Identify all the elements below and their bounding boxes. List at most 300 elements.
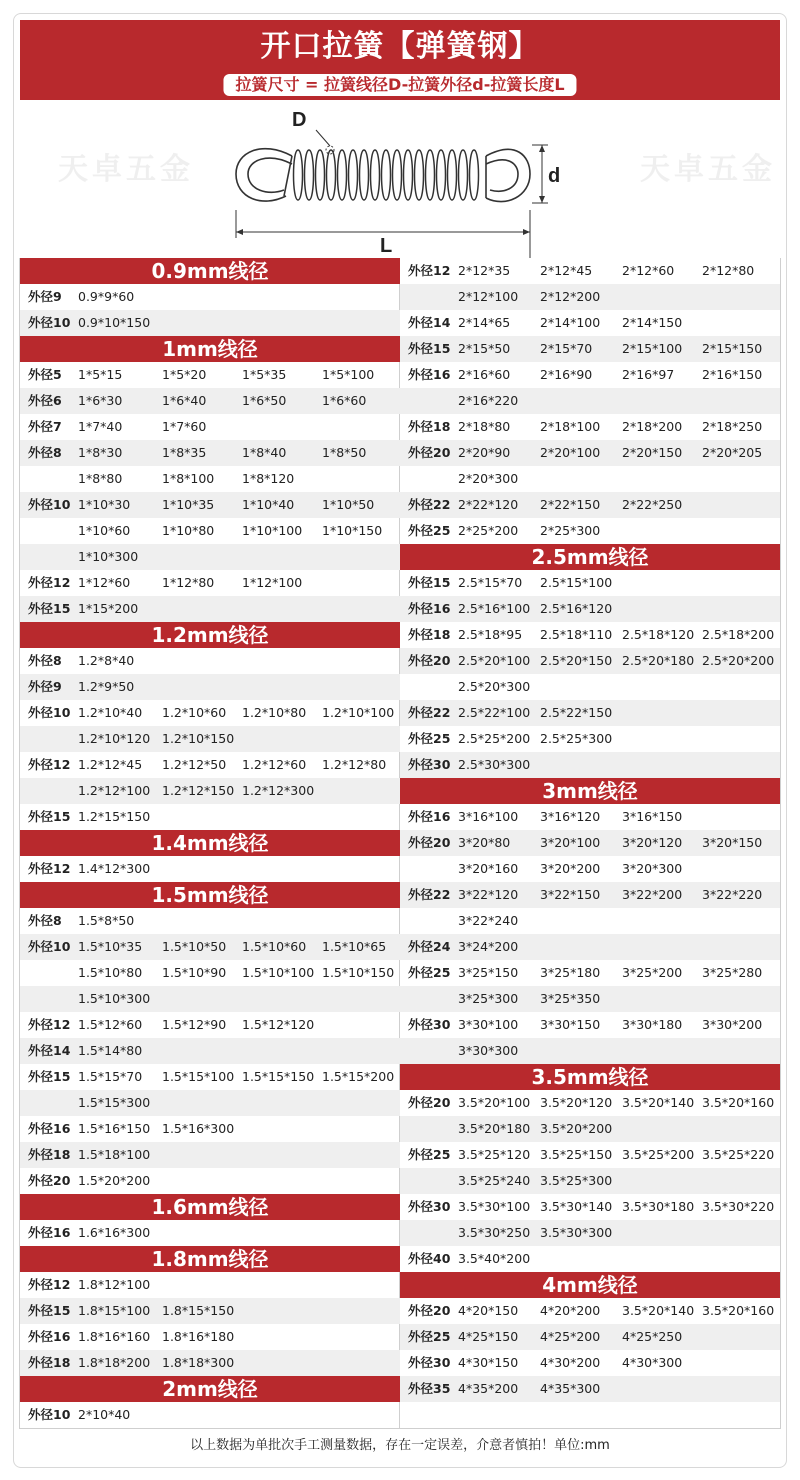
section-header: 4mm线径 — [400, 1272, 780, 1298]
outer-diameter-label: 外径30 — [408, 757, 451, 772]
table-row — [20, 1402, 400, 1428]
table-row — [20, 388, 400, 414]
spring-size-cell: 1.2*10*150 — [162, 731, 235, 746]
table-row — [400, 882, 780, 908]
table-row — [20, 440, 400, 466]
table-row — [400, 908, 780, 934]
outer-diameter-label: 外径15 — [408, 341, 451, 356]
spring-size-cell: 2*18*100 — [540, 419, 601, 434]
spring-size-cell: 2.5*18*110 — [540, 627, 613, 642]
spring-size-cell: 1.5*10*50 — [162, 939, 227, 954]
spring-size-cell: 1.2*12*150 — [162, 783, 235, 798]
spring-size-cell: 1.5*16*150 — [78, 1121, 151, 1136]
table-row — [20, 1168, 400, 1194]
outer-diameter-label: 外径12 — [28, 575, 71, 590]
spring-size-cell: 1*8*40 — [242, 445, 287, 460]
spring-size-cell: 3*20*80 — [458, 835, 511, 850]
table-row — [400, 986, 780, 1012]
spring-coil — [459, 150, 468, 200]
spring-size-cell: 1.5*10*300 — [78, 991, 151, 1006]
spring-size-cell: 2*18*80 — [458, 419, 511, 434]
table-row — [400, 1324, 780, 1350]
spring-size-cell: 0.9*9*60 — [78, 289, 135, 304]
spring-size-cell: 2.5*15*100 — [540, 575, 613, 590]
spring-size-cell: 3*20*200 — [540, 861, 601, 876]
spring-size-cell: 1.2*9*50 — [78, 679, 135, 694]
spring-size-cell: 1*8*50 — [322, 445, 367, 460]
spring-size-cell: 2*15*50 — [458, 341, 511, 356]
table-row — [400, 1298, 780, 1324]
spring-size-cell: 1.5*10*80 — [78, 965, 143, 980]
table-row — [20, 674, 400, 700]
spring-size-cell: 1.5*15*200 — [322, 1069, 395, 1084]
spring-size-cell: 1.5*14*80 — [78, 1043, 143, 1058]
outer-diameter-label: 外径14 — [28, 1043, 71, 1058]
spring-coil — [316, 150, 325, 200]
table-row — [400, 362, 780, 388]
spring-size-cell: 3.5*20*140 — [622, 1095, 695, 1110]
spring-size-cell: 3*25*180 — [540, 965, 601, 980]
outer-diameter-label: 外径9 — [28, 679, 62, 694]
spring-size-cell: 3.5*40*200 — [458, 1251, 531, 1266]
spec-table-right — [400, 258, 780, 1402]
table-row — [400, 752, 780, 778]
spring-size-cell: 1.5*10*90 — [162, 965, 227, 980]
outer-diameter-label: 外径10 — [28, 1407, 71, 1422]
section-header: 1.5mm线径 — [20, 882, 400, 908]
spring-size-cell: 2.5*18*200 — [702, 627, 775, 642]
section-header: 1.8mm线径 — [20, 1246, 400, 1272]
spring-size-cell: 1.2*10*120 — [78, 731, 151, 746]
table-row — [400, 804, 780, 830]
outer-diameter-label: 外径20 — [408, 445, 451, 460]
spring-size-cell: 1.5*10*65 — [322, 939, 387, 954]
spring-size-cell: 1*10*100 — [242, 523, 303, 538]
spring-size-cell: 3.5*20*140 — [622, 1303, 695, 1318]
spring-size-cell: 1.5*10*60 — [242, 939, 307, 954]
outer-diameter-label: 外径10 — [28, 315, 71, 330]
spring-size-cell: 1.5*15*300 — [78, 1095, 151, 1110]
spring-size-cell: 2*16*220 — [458, 393, 519, 408]
table-row — [20, 1064, 400, 1090]
table-row — [20, 752, 400, 778]
spring-size-cell: 1.2*8*40 — [78, 653, 135, 668]
spring-coil — [437, 150, 446, 200]
spring-size-cell: 3.5*30*180 — [622, 1199, 695, 1214]
section-header: 2mm线径 — [20, 1376, 400, 1402]
table-row — [20, 570, 400, 596]
table-row — [20, 804, 400, 830]
spring-size-cell: 1*5*35 — [242, 367, 287, 382]
spring-size-cell: 1.2*10*100 — [322, 705, 395, 720]
spring-size-cell: 3.5*25*240 — [458, 1173, 531, 1188]
outer-diameter-label: 外径30 — [408, 1199, 451, 1214]
spring-size-cell: 2*14*65 — [458, 315, 511, 330]
spring-size-cell: 3.5*25*220 — [702, 1147, 775, 1162]
table-row — [400, 492, 780, 518]
spring-size-cell: 2.5*20*100 — [458, 653, 531, 668]
spring-size-cell: 3.5*20*180 — [458, 1121, 531, 1136]
spring-size-cell: 1.2*15*150 — [78, 809, 151, 824]
spring-coil — [338, 150, 347, 200]
spring-size-cell: 3.5*30*300 — [540, 1225, 613, 1240]
spring-size-cell: 2*22*120 — [458, 497, 519, 512]
spring-size-cell: 3*22*120 — [458, 887, 519, 902]
spring-size-cell: 2*12*80 — [702, 263, 755, 278]
spring-size-cell: 1*8*100 — [162, 471, 215, 486]
spring-size-cell: 3.5*20*160 — [702, 1095, 775, 1110]
table-row — [20, 1324, 400, 1350]
table-row — [20, 648, 400, 674]
section-header: 2.5mm线径 — [400, 544, 780, 570]
outer-diameter-label: 外径15 — [28, 1303, 71, 1318]
table-row — [20, 1116, 400, 1142]
table-row — [400, 388, 780, 414]
outer-diameter-label: 外径16 — [408, 809, 451, 824]
outer-diameter-label: 外径15 — [28, 601, 71, 616]
spring-size-cell: 2*16*60 — [458, 367, 511, 382]
spring-size-cell: 1.5*15*150 — [242, 1069, 315, 1084]
table-row — [20, 518, 400, 544]
outer-diameter-label: 外径7 — [28, 419, 62, 434]
spring-size-cell: 1.8*18*200 — [78, 1355, 151, 1370]
spring-coil — [305, 150, 314, 200]
size-formula-badge: 拉簧尺寸 = 拉簧线径D-拉簧外径d-拉簧长度L — [223, 74, 576, 96]
spring-size-cell: 1*7*40 — [78, 419, 123, 434]
table-row — [20, 1350, 400, 1376]
spring-size-cell: 1.5*10*150 — [322, 965, 395, 980]
spring-size-cell: 2*15*150 — [702, 341, 763, 356]
spring-size-cell: 3.5*25*120 — [458, 1147, 531, 1162]
spring-size-cell: 1.2*10*40 — [78, 705, 143, 720]
spring-size-cell: 3*30*150 — [540, 1017, 601, 1032]
header-banner — [20, 20, 780, 100]
outer-diameter-label: 外径18 — [408, 627, 451, 642]
section-header: 1.4mm线径 — [20, 830, 400, 856]
table-row — [20, 778, 400, 804]
outer-diameter-label: 外径25 — [408, 965, 451, 980]
spring-size-cell: 2*20*205 — [702, 445, 763, 460]
table-row — [400, 1194, 780, 1220]
outer-diameter-label: 外径10 — [28, 705, 71, 720]
spring-coil — [415, 150, 424, 200]
spring-size-cell: 1.2*12*60 — [242, 757, 307, 772]
spring-size-cell: 2*16*150 — [702, 367, 763, 382]
table-row — [20, 726, 400, 752]
table-row — [400, 1038, 780, 1064]
outer-diameter-label: 外径8 — [28, 445, 62, 460]
spring-size-cell: 3.5*25*300 — [540, 1173, 613, 1188]
table-row — [20, 362, 400, 388]
outer-diameter-label: 外径20 — [408, 653, 451, 668]
spring-size-cell: 3.5*20*200 — [540, 1121, 613, 1136]
table-row — [20, 1012, 400, 1038]
spring-size-cell: 1*7*60 — [162, 419, 207, 434]
table-row — [400, 934, 780, 960]
section-header: 3.5mm线径 — [400, 1064, 780, 1090]
spring-size-cell: 3*22*150 — [540, 887, 601, 902]
table-row — [400, 700, 780, 726]
spring-size-cell: 2*25*300 — [540, 523, 601, 538]
spring-size-cell: 1.2*10*60 — [162, 705, 227, 720]
spring-size-cell: 1.2*12*80 — [322, 757, 387, 772]
spring-size-cell: 4*25*200 — [540, 1329, 601, 1344]
spring-size-cell: 3.5*20*100 — [458, 1095, 531, 1110]
table-row — [20, 284, 400, 310]
spring-size-cell: 3*20*160 — [458, 861, 519, 876]
spring-size-cell: 1*10*30 — [78, 497, 131, 512]
table-row — [20, 310, 400, 336]
table-row — [20, 466, 400, 492]
spring-size-cell: 2*18*250 — [702, 419, 763, 434]
outer-diameter-label: 外径15 — [28, 809, 71, 824]
extension-spring-illustration — [0, 100, 800, 258]
spring-size-cell: 2*20*300 — [458, 471, 519, 486]
spring-size-cell: 1.5*12*120 — [242, 1017, 315, 1032]
spring-size-cell: 2*25*200 — [458, 523, 519, 538]
spring-size-cell: 2.5*22*100 — [458, 705, 531, 720]
wire-diameter-label: D — [292, 109, 307, 131]
outer-diameter-label: 外径22 — [408, 705, 451, 720]
spring-size-cell: 3.5*25*200 — [622, 1147, 695, 1162]
spring-size-cell: 2.5*18*120 — [622, 627, 695, 642]
spring-size-cell: 1.4*12*300 — [78, 861, 151, 876]
spring-size-cell: 3*25*200 — [622, 965, 683, 980]
spring-size-cell: 1.5*16*300 — [162, 1121, 235, 1136]
spring-size-cell: 2.5*16*100 — [458, 601, 531, 616]
spring-size-cell: 2*10*40 — [78, 1407, 131, 1422]
table-row — [20, 492, 400, 518]
outer-diameter-label: 外径12 — [28, 861, 71, 876]
spring-coil — [404, 150, 413, 200]
spring-size-cell: 3*25*280 — [702, 965, 763, 980]
spring-size-cell: 2*22*150 — [540, 497, 601, 512]
spring-size-cell: 1.5*8*50 — [78, 913, 135, 928]
spring-size-cell: 1.5*15*70 — [78, 1069, 143, 1084]
table-row — [20, 1090, 400, 1116]
spring-size-cell: 2.5*20*150 — [540, 653, 613, 668]
spring-size-cell: 3*25*150 — [458, 965, 519, 980]
outer-diameter-label: 外径18 — [28, 1355, 71, 1370]
table-row — [400, 830, 780, 856]
spring-size-cell: 4*25*250 — [622, 1329, 683, 1344]
spring-size-cell: 2*16*90 — [540, 367, 593, 382]
outer-diameter-label: 外径9 — [28, 289, 62, 304]
table-row — [20, 908, 400, 934]
spring-size-cell: 1.2*12*45 — [78, 757, 143, 772]
outer-diameter-label: 外径20 — [408, 835, 451, 850]
spring-size-cell: 1*12*80 — [162, 575, 215, 590]
outer-diameter-label: 外径22 — [408, 497, 451, 512]
spring-size-cell: 4*25*150 — [458, 1329, 519, 1344]
spec-table-left — [20, 258, 400, 1428]
spring-size-cell: 3*22*220 — [702, 887, 763, 902]
outer-diameter-label: 外径10 — [28, 497, 71, 512]
outer-diameter-label: 外径12 — [28, 757, 71, 772]
spring-size-cell: 1*15*200 — [78, 601, 139, 616]
table-row — [20, 960, 400, 986]
spring-size-cell: 2.5*20*180 — [622, 653, 695, 668]
spring-size-cell: 1*5*20 — [162, 367, 207, 382]
spring-size-cell: 1*6*50 — [242, 393, 287, 408]
watermark: 天卓五金 — [640, 152, 776, 187]
spring-size-cell: 1*10*300 — [78, 549, 139, 564]
section-header: 1mm线径 — [20, 336, 400, 362]
footer-note: 以上数据为单批次手工测量数据，存在一定误差，介意者慎拍！单位:mm — [190, 1438, 610, 1453]
table-row — [400, 336, 780, 362]
spring-size-cell: 1.5*10*35 — [78, 939, 143, 954]
spring-size-cell: 3*20*300 — [622, 861, 683, 876]
table-row — [400, 596, 780, 622]
spring-coil — [448, 150, 457, 200]
spring-size-cell: 4*20*150 — [458, 1303, 519, 1318]
outer-diameter-label: 外径20 — [408, 1303, 451, 1318]
outer-diameter-label: d — [548, 165, 561, 187]
table-row — [400, 1012, 780, 1038]
spring-coil — [371, 150, 380, 200]
table-row — [400, 726, 780, 752]
spring-size-cell: 2.5*25*300 — [540, 731, 613, 746]
outer-diameter-label: 外径12 — [28, 1017, 71, 1032]
outer-diameter-label: 外径12 — [408, 263, 451, 278]
table-row — [400, 1246, 780, 1272]
spring-size-cell: 3*30*300 — [458, 1043, 519, 1058]
spring-size-cell: 2.5*20*300 — [458, 679, 531, 694]
spring-size-cell: 1*6*60 — [322, 393, 367, 408]
outer-diameter-label: 外径22 — [408, 887, 451, 902]
spring-size-cell: 1*6*30 — [78, 393, 123, 408]
table-row — [400, 1376, 780, 1402]
table-row — [400, 1350, 780, 1376]
spring-size-cell: 3*16*150 — [622, 809, 683, 824]
section-header: 0.9mm线径 — [20, 258, 400, 284]
outer-diameter-label: 外径16 — [408, 601, 451, 616]
spring-size-cell: 2*15*100 — [622, 341, 683, 356]
spring-size-cell: 3*16*120 — [540, 809, 601, 824]
spring-size-cell: 3*20*150 — [702, 835, 763, 850]
table-row — [20, 1220, 400, 1246]
spring-size-cell: 1*5*100 — [322, 367, 375, 382]
spring-size-cell: 1*5*15 — [78, 367, 123, 382]
outer-diameter-label: 外径12 — [28, 1277, 71, 1292]
spring-coil — [393, 150, 402, 200]
spring-coil — [360, 150, 369, 200]
spring-size-cell: 3*30*180 — [622, 1017, 683, 1032]
spring-size-cell: 2*20*100 — [540, 445, 601, 460]
spring-size-cell: 3*25*350 — [540, 991, 601, 1006]
table-row — [400, 622, 780, 648]
table-row — [400, 518, 780, 544]
outer-diameter-label: 外径24 — [408, 939, 451, 954]
spring-size-cell: 1*8*30 — [78, 445, 123, 460]
spring-size-cell: 2*14*100 — [540, 315, 601, 330]
table-row — [20, 1272, 400, 1298]
spring-size-cell: 2*18*200 — [622, 419, 683, 434]
table-row — [400, 1220, 780, 1246]
outer-diameter-label: 外径18 — [408, 419, 451, 434]
spring-size-cell: 1.2*12*50 — [162, 757, 227, 772]
spring-size-cell: 1.8*16*180 — [162, 1329, 235, 1344]
spring-size-cell: 1*10*35 — [162, 497, 215, 512]
spring-coil — [349, 150, 358, 200]
outer-diameter-label: 外径25 — [408, 523, 451, 538]
section-header: 1.2mm线径 — [20, 622, 400, 648]
watermark: 天卓五金 — [58, 152, 194, 187]
spring-size-cell: 1.5*15*100 — [162, 1069, 235, 1084]
spring-coil — [426, 150, 435, 200]
spring-coil — [327, 150, 336, 200]
table-row — [400, 674, 780, 700]
outer-diameter-label: 外径16 — [28, 1225, 71, 1240]
spring-size-cell: 2*12*100 — [458, 289, 519, 304]
table-row — [20, 934, 400, 960]
outer-diameter-label: 外径25 — [408, 1329, 451, 1344]
outer-diameter-label: 外径16 — [28, 1329, 71, 1344]
spring-size-cell: 2.5*25*200 — [458, 731, 531, 746]
spring-size-cell: 1*10*80 — [162, 523, 215, 538]
spring-size-cell: 1*12*100 — [242, 575, 303, 590]
spring-size-cell: 1*10*50 — [322, 497, 375, 512]
outer-diameter-label: 外径10 — [28, 939, 71, 954]
spring-size-cell: 2.5*15*70 — [458, 575, 523, 590]
spring-size-cell: 2.5*30*300 — [458, 757, 531, 772]
spring-size-cell: 3*22*200 — [622, 887, 683, 902]
spring-size-cell: 2*12*200 — [540, 289, 601, 304]
table-row — [400, 1090, 780, 1116]
spring-size-cell: 1.8*15*150 — [162, 1303, 235, 1318]
spring-size-cell: 2.5*20*200 — [702, 653, 775, 668]
section-header: 3mm线径 — [400, 778, 780, 804]
table-row — [400, 1168, 780, 1194]
table-row — [20, 986, 400, 1012]
table-row — [400, 1142, 780, 1168]
table-row — [400, 1116, 780, 1142]
outer-diameter-label: 外径16 — [28, 1121, 71, 1136]
table-row — [400, 856, 780, 882]
outer-diameter-label: 外径8 — [28, 913, 62, 928]
spring-size-cell: 3*30*200 — [702, 1017, 763, 1032]
spring-size-cell: 3*25*300 — [458, 991, 519, 1006]
spring-size-cell: 1.6*16*300 — [78, 1225, 151, 1240]
spring-size-cell: 1*10*40 — [242, 497, 295, 512]
spring-size-cell: 1*10*60 — [78, 523, 131, 538]
spring-size-cell: 3.5*25*150 — [540, 1147, 613, 1162]
spring-size-cell: 1.5*20*200 — [78, 1173, 151, 1188]
spring-size-cell: 3*24*200 — [458, 939, 519, 954]
table-row — [400, 284, 780, 310]
spring-size-cell: 2*20*150 — [622, 445, 683, 460]
spring-size-cell: 2*22*250 — [622, 497, 683, 512]
outer-diameter-label: 外径35 — [408, 1381, 451, 1396]
spring-size-cell: 3.5*30*100 — [458, 1199, 531, 1214]
spring-size-cell: 1.8*15*100 — [78, 1303, 151, 1318]
table-row — [400, 570, 780, 596]
spring-size-cell: 1*8*80 — [78, 471, 123, 486]
spring-coil — [294, 150, 303, 200]
spring-size-cell: 3*22*240 — [458, 913, 519, 928]
outer-diameter-label: 外径30 — [408, 1017, 451, 1032]
spring-size-cell: 3*20*120 — [622, 835, 683, 850]
outer-diameter-label: 外径40 — [408, 1251, 451, 1266]
spring-size-cell: 1.5*12*60 — [78, 1017, 143, 1032]
spring-size-cell: 2*20*90 — [458, 445, 511, 460]
table-row — [400, 466, 780, 492]
table-row — [20, 1298, 400, 1324]
spring-size-cell: 4*30*200 — [540, 1355, 601, 1370]
spring-diagram — [0, 100, 800, 258]
spring-size-cell: 1.5*18*100 — [78, 1147, 151, 1162]
table-row — [400, 960, 780, 986]
